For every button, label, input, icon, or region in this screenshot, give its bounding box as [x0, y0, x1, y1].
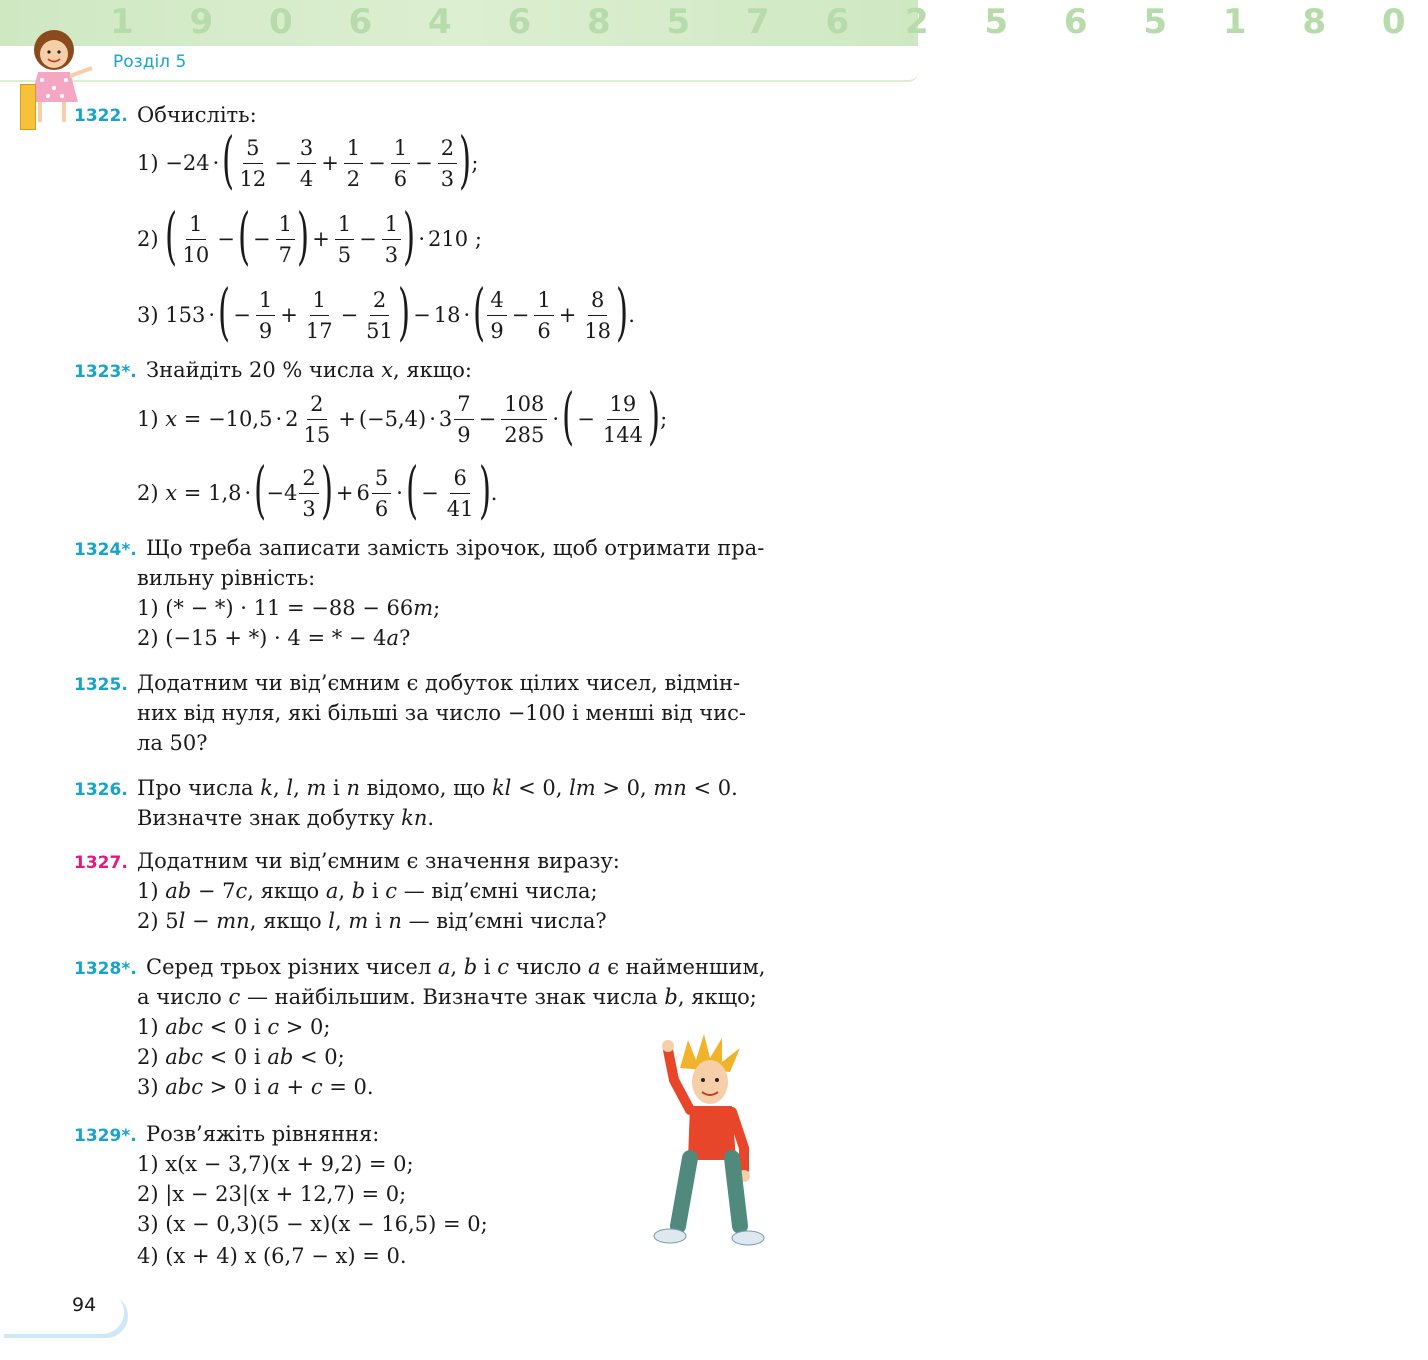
- problem-1324-line-1: Що треба записати замість зірочок, щоб отримати пра-: [146, 536, 765, 560]
- problem-1326-line-2: Визначте знак добутку kn.: [137, 806, 435, 830]
- problem-1328-item-2: 2) abc < 0 і ab < 0;: [137, 1045, 345, 1069]
- problem-number-1326: 1326.: [74, 780, 128, 800]
- problem-1328-item-3: 3) abc > 0 і a + c = 0.: [137, 1075, 374, 1099]
- page-number-tab: [0, 1290, 124, 1334]
- problem-1329-title: Розв’яжіть рівняння:: [146, 1122, 380, 1146]
- problem-number-1325: 1325.: [74, 675, 128, 695]
- problem-1327-item-2: 2) 5l − mn, якщо l, m і n — від’ємні числа?: [137, 909, 607, 933]
- problem-number-1328: 1328*.: [74, 959, 137, 979]
- problem-1329-item-3: 3) (x − 0,3)(5 − x)(x − 16,5) = 0;: [137, 1212, 488, 1236]
- problem-1324-line-2: вильну рівність:: [137, 566, 316, 590]
- problem-number-1329: 1329*.: [74, 1126, 137, 1146]
- problem-1325-line-1: Додатним чи від’ємним є добуток цілих чисел, відмін-: [137, 671, 741, 695]
- problem-number-1323: 1323*.: [74, 362, 137, 382]
- problem-1329-item-2: 2) |x − 23|(x + 12,7) = 0;: [137, 1182, 407, 1206]
- problem-1328-line-2: а число c — найбільшим. Визначте знак числа b, якщо;: [137, 985, 757, 1009]
- problem-1329-item-4: 4) (x + 4) x (6,7 − x) = 0.: [137, 1244, 407, 1268]
- problem-1325-line-2: них від нуля, які більші за число −100 і менші від чис-: [137, 701, 747, 725]
- problem-1322-title: Обчисліть:: [137, 103, 257, 127]
- header-band: [0, 0, 1428, 46]
- problem-1324-item-1: 1) (* − *) · 11 = −88 − 66m;: [137, 596, 441, 620]
- problem-1322-item-1: 1) −24 · ( $\frac{5}{12}$ − $\frac{3}{4}$ + $\frac{1}{2}$ − $\frac{1}{6}$ − $\frac{2}{3}$ ) ;: [137, 123, 479, 196]
- problem-number-1322: 1322.: [74, 106, 128, 126]
- section-label: Розділ 5: [113, 52, 187, 72]
- problem-1322-item-3: 3) 153 · ( − $\frac{1}{9}$ + $\frac{1}{17}$ − $\frac{2}{51}$ ) − 18 · ( $\frac{4}{9}$ − $\frac{1}{6}$ + $\frac{8}{18}$ ) .: [137, 275, 635, 348]
- decorative-digits: 1 9 0 6 4 6 8 5 7 6 2 5 6 5 1 8 0: [110, 2, 1428, 42]
- problem-1324-item-2: 2) (−15 + *) · 4 = * − 4a?: [137, 626, 411, 650]
- problem-1327-item-1: 1) ab − 7c, якщо a, b і c — від’ємні числа;: [137, 879, 598, 903]
- problem-1323-item-1: 1) x = −10,5 · 2 $\frac{2}{15}$ + (−5,4) · 3 $\frac{7}{9}$ − $\frac{108}{285}$ · ( − $\frac{19}{144}$ ) ;: [137, 379, 668, 452]
- problem-1328-item-1: 1) abc < 0 і c > 0;: [137, 1015, 331, 1039]
- problem-1329-item-1: 1) x(x − 3,7)(x + 9,2) = 0;: [137, 1152, 414, 1176]
- problem-1323-title: Знайдіть 20 % числа x, якщо:: [146, 358, 472, 382]
- problem-number-1324: 1324*.: [74, 540, 137, 560]
- problem-number-1327: 1327.: [74, 853, 128, 873]
- problem-1327-title: Додатним чи від’ємним є значення виразу:: [137, 849, 620, 873]
- page-number: 94: [72, 1294, 97, 1316]
- problem-1326-line-1: Про числа k, l, m і n відомо, що kl < 0, lm > 0, mn < 0.: [137, 776, 738, 800]
- problem-1325-line-3: ла 50?: [137, 731, 208, 755]
- ruler-decoration: [20, 84, 36, 130]
- problem-1328-line-1: Серед трьох різних чисел a, b і c число a є найменшим,: [146, 955, 766, 979]
- boy-illustration: [640, 1030, 770, 1255]
- problem-1323-item-2: 2) x = 1,8 · ( −4 $\frac{2}{3}$ ) + 6 $\frac{5}{6}$ · ( − $\frac{6}{41}$ ) .: [137, 453, 498, 526]
- problem-1322-item-2: 2) ( $\frac{1}{10}$ − ( − $\frac{1}{7}$ ) + $\frac{1}{5}$ − $\frac{1}{3}$ ) · 210 ;: [137, 199, 482, 272]
